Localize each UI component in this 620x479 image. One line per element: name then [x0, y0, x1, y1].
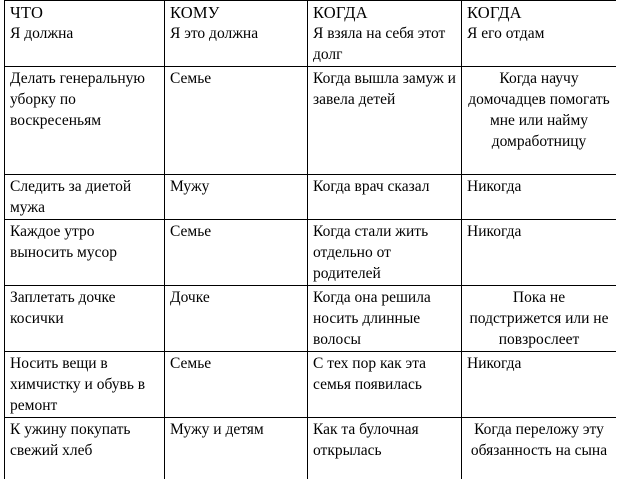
- header-cell-what: [5, 1, 165, 67]
- cell-text: Семье: [170, 70, 212, 87]
- table-row: [5, 67, 617, 175]
- cell-text: К ужину покупать свежий хлеб: [10, 421, 131, 459]
- cell-text: Никогда: [467, 178, 522, 195]
- cell-text: Дочке: [170, 289, 210, 306]
- cell-when-taken: [308, 220, 462, 286]
- cell-to-whom: [165, 220, 308, 286]
- cell-text: Делать генеральную уборку по воскресеньям: [10, 70, 145, 129]
- header-subtitle: Я это должна: [170, 25, 259, 42]
- cell-what: [5, 220, 165, 286]
- cell-text: Следить за диетой мужа: [10, 178, 132, 216]
- header-code: КОМУ: [170, 3, 220, 22]
- cell-text: Никогда: [467, 355, 522, 372]
- header-cell-when-return: [462, 1, 617, 67]
- cell-text: С тех пор как эта семья появилась: [313, 355, 427, 393]
- cell-text: Носить вещи в химчистку и обувь в ремонт: [10, 355, 146, 414]
- cell-text: Когда она решила носить длинные волосы: [313, 289, 431, 348]
- cell-text: Семье: [170, 355, 212, 372]
- cell-text: Заплетать дочке косички: [10, 289, 116, 327]
- cell-when-return: [462, 67, 617, 175]
- header-cell-to-whom: [165, 1, 308, 67]
- cell-when-taken: [308, 286, 462, 352]
- cell-text: Как та булочная открылась: [313, 421, 419, 459]
- cell-text: Семье: [170, 223, 212, 240]
- cell-what: [5, 67, 165, 175]
- table-row: [5, 418, 617, 479]
- table-row: [5, 352, 617, 418]
- cell-text: Пока не подстрижется или не повзрослеет: [469, 289, 609, 348]
- cell-when-return: [462, 220, 617, 286]
- cell-to-whom: [165, 418, 308, 479]
- cell-text: Мужу и детям: [170, 421, 264, 438]
- cell-to-whom: [165, 175, 308, 220]
- cell-to-whom: [165, 67, 308, 175]
- cell-text: Когда переложу эту обязанность на сына: [470, 421, 608, 459]
- cell-when-return: [462, 418, 617, 479]
- header-cell-when-taken: [308, 1, 462, 67]
- cell-what: [5, 418, 165, 479]
- cell-when-taken: [308, 418, 462, 479]
- cell-when-return: [462, 352, 617, 418]
- debts-table: [4, 0, 616, 479]
- cell-when-taken: [308, 352, 462, 418]
- cell-what: [5, 286, 165, 352]
- cell-to-whom: [165, 352, 308, 418]
- header-subtitle: Я взяла на себя этот долг: [313, 25, 446, 63]
- cell-to-whom: [165, 286, 308, 352]
- cell-when-taken: [308, 67, 462, 175]
- table-header-row: [5, 1, 617, 67]
- cell-text: Никогда: [467, 223, 522, 240]
- header-code: ЧТО: [10, 3, 44, 22]
- document-page: [4, 0, 616, 479]
- cell-text: Мужу: [170, 178, 210, 195]
- header-subtitle: Я его отдам: [467, 25, 545, 42]
- cell-text: Когда стали жить отдельно от родителей: [313, 223, 429, 282]
- header-subtitle: Я должна: [10, 25, 74, 42]
- cell-text: Каждое утро выносить мусор: [10, 223, 117, 261]
- cell-text: Когда научу домочадцев помогать мне или найму домработницу: [468, 70, 610, 150]
- cell-what: [5, 352, 165, 418]
- cell-when-taken: [308, 175, 462, 220]
- cell-text: Когда вышла замуж и завела детей: [313, 70, 456, 108]
- header-code: КОГДА: [313, 3, 368, 22]
- table-row: [5, 286, 617, 352]
- cell-what: [5, 175, 165, 220]
- cell-when-return: [462, 175, 617, 220]
- cell-text: Когда врач сказал: [313, 178, 430, 195]
- table-row: [5, 175, 617, 220]
- table-row: [5, 220, 617, 286]
- cell-when-return: [462, 286, 617, 352]
- header-code: КОГДА: [467, 3, 522, 22]
